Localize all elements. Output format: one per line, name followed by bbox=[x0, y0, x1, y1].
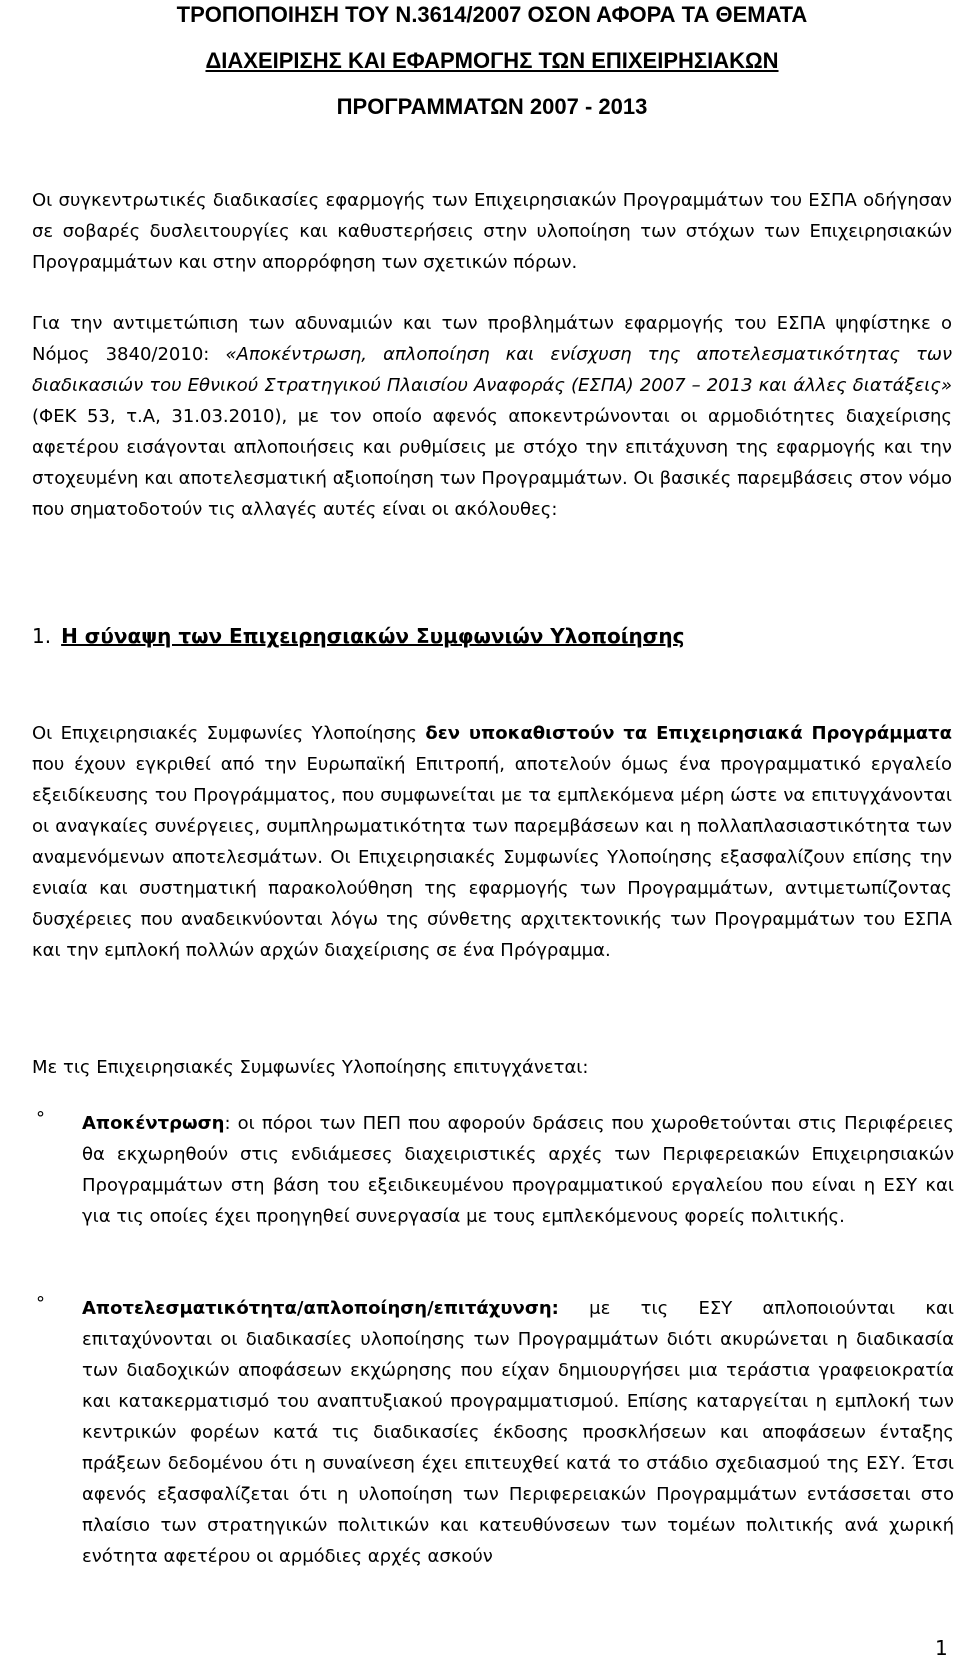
title-line-1: ΤΡΟΠΟΠΟΙΗΣΗ ΤΟΥ Ν.3614/2007 ΟΣΟΝ ΑΦΟΡΑ ΤΑ ΘΕΜΑΤΑ bbox=[176, 2, 808, 27]
bullet-mark: ° bbox=[36, 1293, 45, 1314]
section-1-heading bbox=[32, 621, 684, 651]
bullet-description: : οι πόροι των ΠΕΠ που αφορούν δράσεις που χωροθετούνται στις Περιφέρειες θα εκχωρηθούν στις ενδιάμεσες διαχειριστικές αρχές των Περιφερειακών Επιχειρησιακών Προγραμμάτων στη βάση του εξειδικευμένου προγραμματικού εργαλείου που είναι η ΕΣΥ και για τις οποίες έχει προηγηθεί συνεργασία με τους εμπλεκόμενους φορείς πολιτικής. bbox=[82, 1113, 954, 1227]
page-number: 1 bbox=[935, 1636, 948, 1660]
agreements-text-after: που έχουν εγκριθεί από την Ευρωπαϊκή Επιτροπή, αποτελούν όμως ένα προγραμματικό εργαλείο εξειδίκευσης του Προγράμματος, που συμφωνείται με τα εμπλεκόμενα μέρη ώστε να επιτυγχάνονται οι αναγκαίες συνέργειες, συμπληρωματικότητα των παρεμβάσεων και η πολλαπλασιαστικότητα των αναμενόμενων αποτελεσμάτων. Οι Επιχειρησιακές Συμφωνίες Υλοποίησης εξασφαλίζουν επίσης την ενιαία και συστηματική παρακολούθηση της εφαρμογής των Προγραμμάτων, αντιμετωπίζοντας δυσχέρειες που αναδεικνύονται λόγω της σύνθετης αρχιτεκτονικής των Προγραμμάτων του ΕΣΠΑ και την εμπλοκή πολλών αρχών διαχείρισης σε ένα Πρόγραμμα. bbox=[32, 754, 952, 961]
law-paragraph bbox=[32, 308, 952, 525]
agreements-text-before: Οι Επιχειρησιακές Συμφωνίες Υλοποίησης bbox=[32, 723, 426, 744]
bullet-text bbox=[82, 1108, 954, 1232]
section-number: 1. bbox=[32, 624, 52, 648]
bullet-decentralization bbox=[36, 1108, 954, 1232]
agreements-paragraph bbox=[32, 718, 952, 966]
bullet-term: Αποτελεσματικότητα/απλοποίηση/επιτάχυνση: bbox=[82, 1298, 559, 1319]
law-text-before: Για την αντιμετώπιση των αδυναμιών και των προβλημάτων εφαρμογής του ΕΣΠΑ ψηφίστηκε ο Νόμος 3840/2010: bbox=[32, 313, 952, 365]
bullet-effectiveness bbox=[36, 1293, 954, 1572]
law-text-after: (ΦΕΚ 53, τ.Α, 31.03.2010), με τον οποίο αφενός αποκεντρώνονται οι αρμοδιότητες διαχείρισης αφετέρου εισάγονται απλοποιήσεις και ρυθμίσεις με στόχο την επιτάχυνση της εφαρμογής και την στοχευμένη και αποτελεσματική αξιοποίηση των Προγραμμάτων. Οι βασικές παρεμβάσεις στον νόμο που σηματοδοτούν τις αλλαγές αυτές είναι οι ακόλουθες: bbox=[32, 406, 952, 520]
achieved-intro: Με τις Επιχειρησιακές Συμφωνίες Υλοποίησης επιτυγχάνεται: bbox=[32, 1057, 589, 1078]
intro-paragraph: Οι συγκεντρωτικές διαδικασίες εφαρμογής των Επιχειρησιακών Προγραμμάτων του ΕΣΠΑ οδήγησαν σε σοβαρές δυσλειτουργίες και καθυστερήσεις στην υλοποίηση των στόχων των Επιχειρησιακών Προγραμμάτων και στην απορρόφηση των σχετικών πόρων. bbox=[32, 190, 952, 273]
document-page bbox=[32, 0, 954, 1567]
bullet-mark: ° bbox=[36, 1108, 45, 1129]
bullet-text bbox=[82, 1293, 954, 1572]
agreements-bold: δεν υποκαθιστούν τα Επιχειρησιακά Προγράμματα bbox=[425, 723, 952, 744]
title-line-3: ΠΡΟΓΡΑΜΜΑΤΩΝ 2007 - 2013 bbox=[336, 94, 648, 119]
bullet-term: Αποκέντρωση bbox=[82, 1113, 225, 1134]
title-line-2: ΔΙΑΧΕΙΡΙΣΗΣ ΚΑΙ ΕΦΑΡΜΟΓΗΣ ΤΩΝ ΕΠΙΧΕΙΡΗΣΙΑΚΩΝ bbox=[205, 48, 779, 73]
law-title-italic: «Αποκέντρωση, απλοποίηση και ενίσχυση της αποτελεσματικότητας των διαδικασιών του Εθνικού Στρατηγικού Πλαισίου Αναφοράς (ΕΣΠΑ) 2007 – 2013 και άλλες διατάξεις» bbox=[32, 344, 952, 396]
document-title bbox=[32, 0, 952, 138]
bullet-description: με τις ΕΣΥ απλοποιούνται και επιταχύνονται οι διαδικασίες υλοποίησης των Προγραμμάτων διότι ακυρώνεται η διαδικασία των διαδοχικών αποφάσεων εκχώρησης που είχαν δημιουργήσει μια τεράστια γραφειοκρατία και κατακερματισμό του αναπτυξιακού προγραμματισμού. Επίσης καταργείται η εμπλοκή των κεντρικών φορέων κατά τις διαδικασίες έκδοσης προσκλήσεων και αποφάσεων ένταξης πράξεων δεδομένου ότι η συναίνεση έχει επιτευχθεί κατά το στάδιο σχεδιασμού της ΕΣΥ. Έτσι αφενός εξασφαλίζεται ότι η υλοποίηση των Περιφερειακών Προγραμμάτων εντάσσεται στο πλαίσιο των στρατηγικών πολιτικών και κατευθύνσεων των τομέων πολιτικής ανά χωρική ενότητα αφετέρου οι αρμόδιες αρχές ασκούν bbox=[82, 1298, 954, 1567]
section-title: Η σύναψη των Επιχειρησιακών Συμφωνιών Υλοποίησης bbox=[61, 624, 685, 648]
